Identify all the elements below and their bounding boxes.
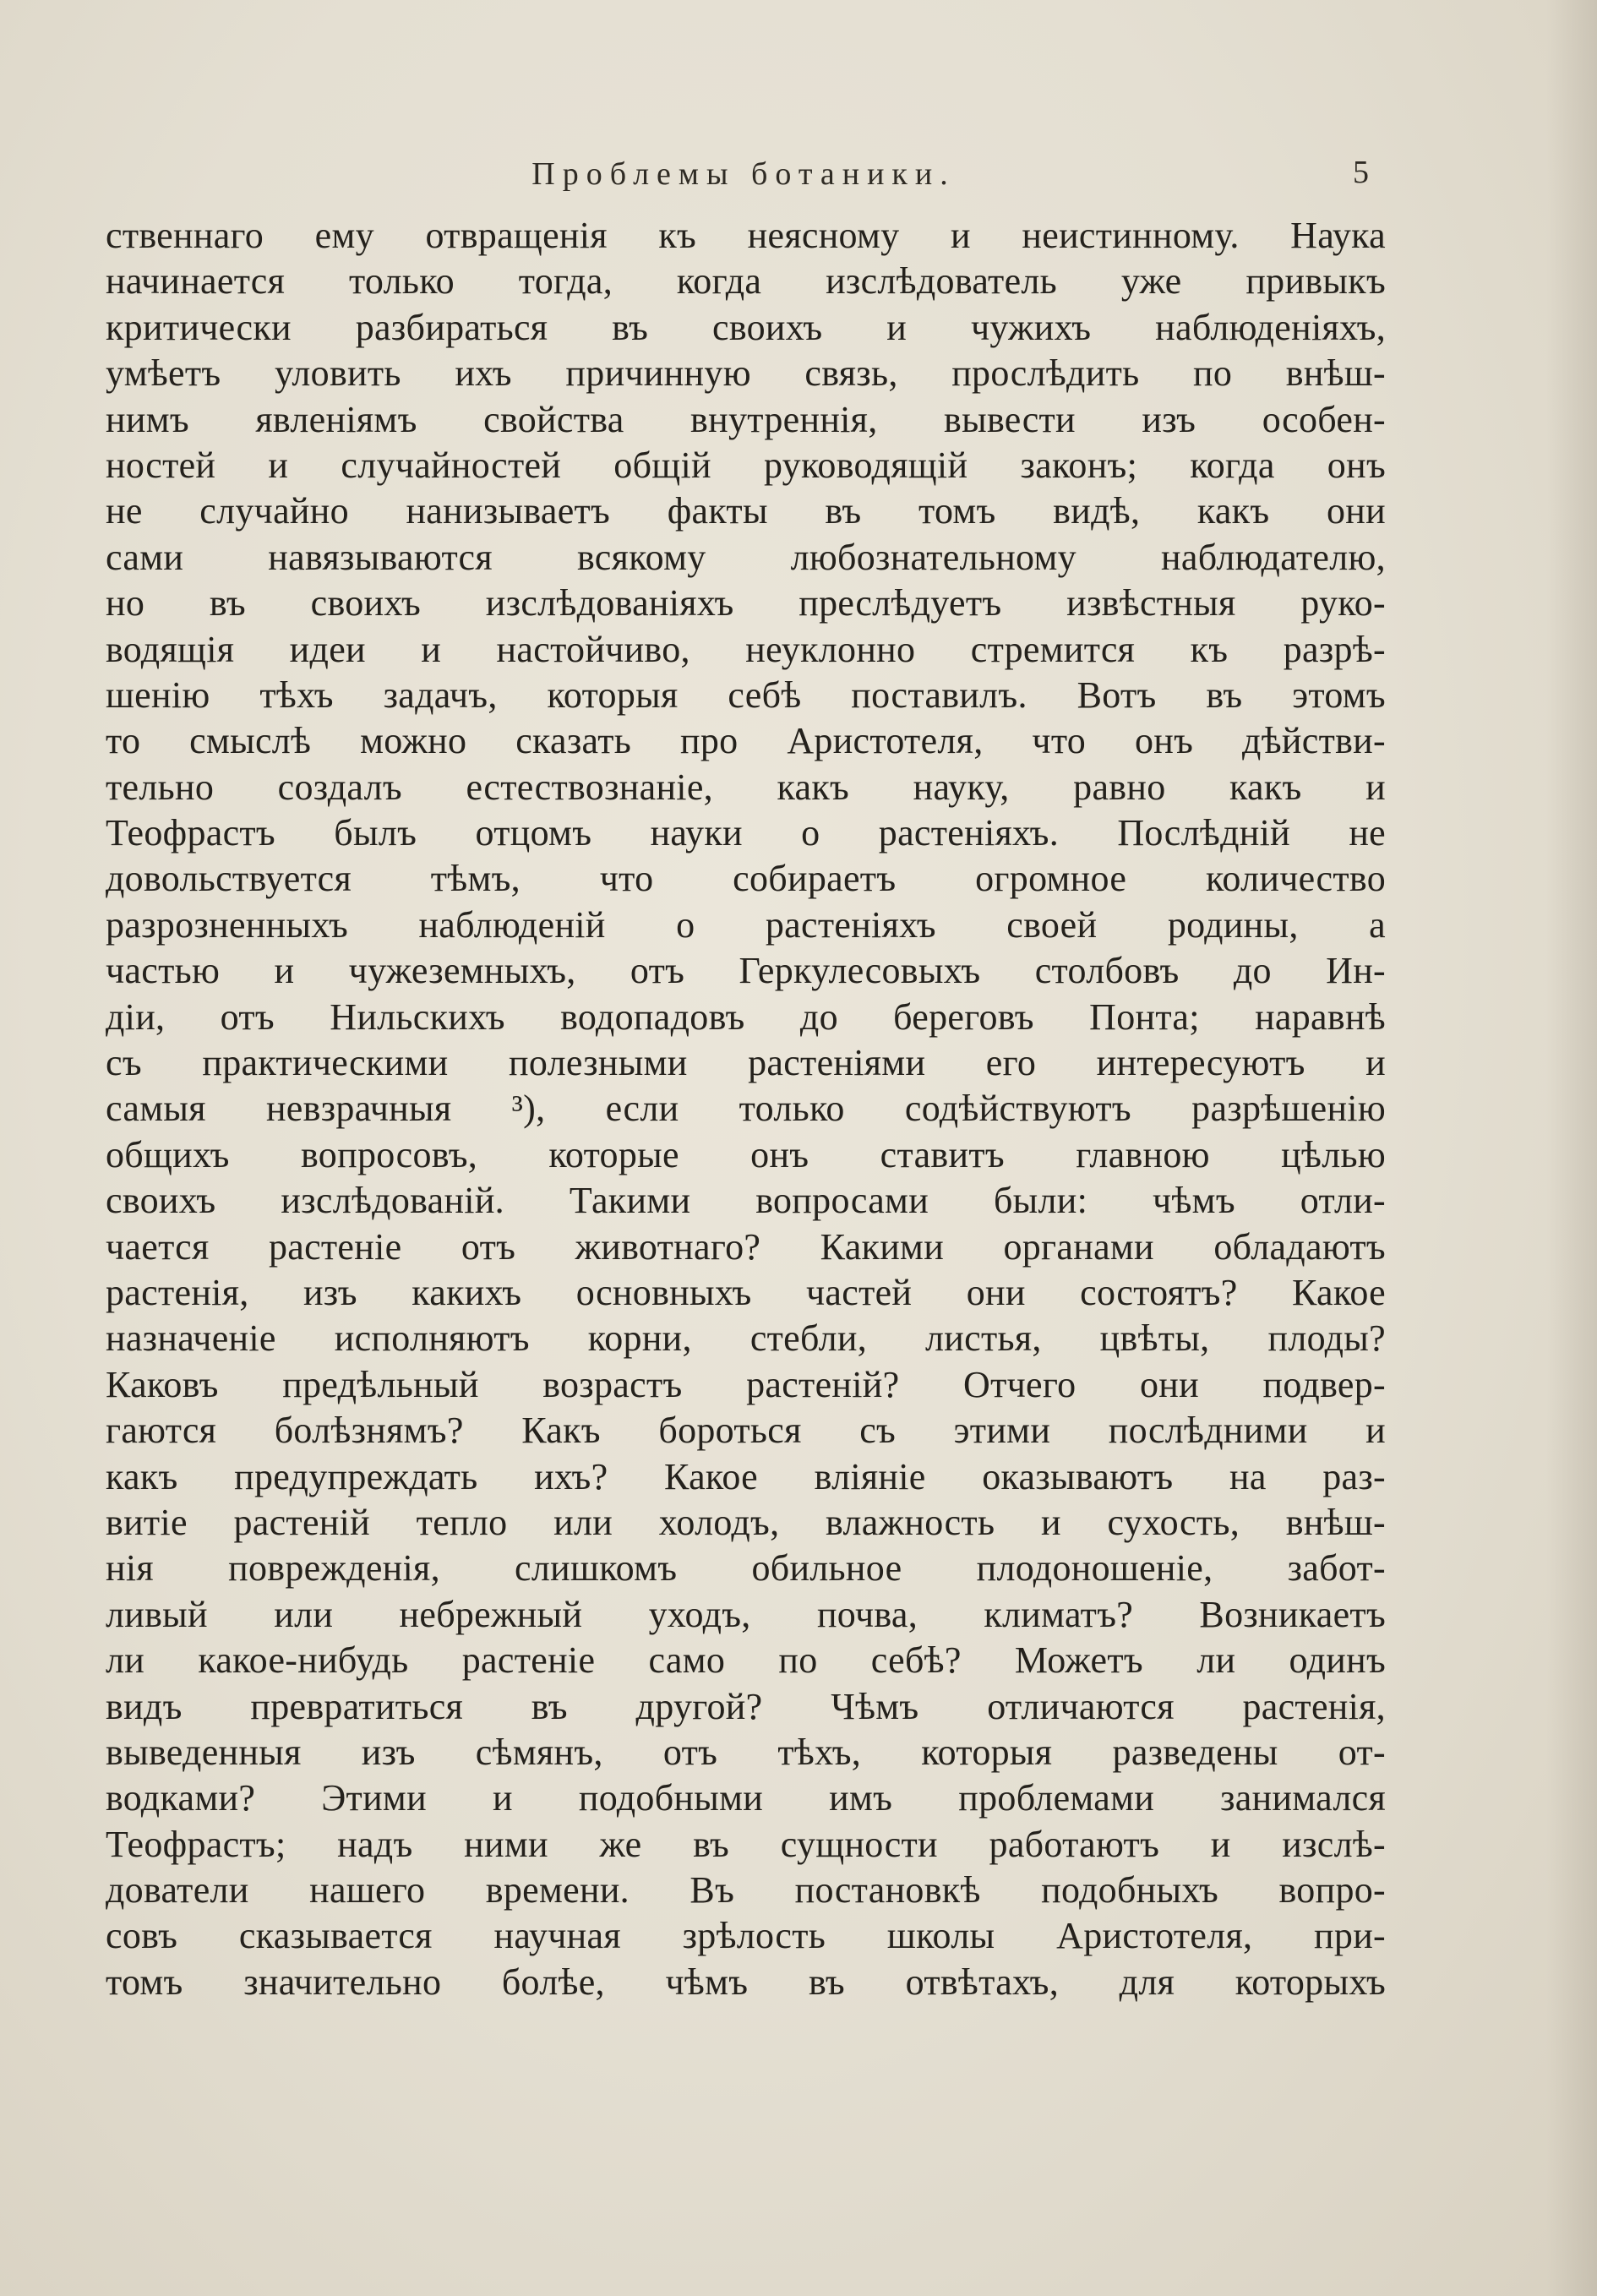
text-line: витіе растеній тепло или холодъ, влажность и сухость, внѣш- xyxy=(106,1501,1386,1543)
text-line: общихъ вопросовъ, которые онъ ставитъ главною цѣлью xyxy=(106,1133,1386,1175)
text-line: шенію тѣхъ задачъ, которыя себѣ поставилъ. Вотъ въ этомъ xyxy=(106,674,1386,716)
page-header xyxy=(101,149,1386,199)
text-line: критически разбираться въ своихъ и чужихъ наблюденіяхъ, xyxy=(106,306,1386,348)
text-line: водящія идеи и настойчиво, неуклонно стремится къ разрѣ- xyxy=(106,628,1386,670)
text-line: довольствуется тѣмъ, что собираетъ огромное количество xyxy=(106,858,1386,900)
text-line: нія поврежденія, слишкомъ обильное плодоношеніе, забот- xyxy=(106,1547,1386,1590)
text-line: видъ превратиться въ другой? Чѣмъ отличаются растенія, xyxy=(106,1685,1386,1727)
text-line: назначеніе исполняютъ корни, стебли, листья, цвѣты, плоды? xyxy=(106,1317,1386,1360)
text-line: своихъ изслѣдованій. Такими вопросами были: чѣмъ отли- xyxy=(106,1180,1386,1222)
text-line: Теофрастъ былъ отцомъ науки о растеніяхъ. Послѣдній не xyxy=(106,812,1386,854)
text-line: нимъ явленіямъ свойства внутреннія, вывести изъ особен- xyxy=(106,398,1386,440)
running-title: Проблемы ботаники. xyxy=(531,156,956,192)
text-line: совъ сказывается научная зрѣлость школы Аристотеля, при- xyxy=(106,1915,1386,1957)
text-line: частью и чужеземныхъ, отъ Геркулесовыхъ столбовъ до Ин- xyxy=(106,950,1386,992)
text-line: ли какое-нибудь растеніе само по себѣ? Можетъ ли одинъ xyxy=(106,1639,1386,1682)
text-line: ливый или небрежный уходъ, почва, климатъ? Возникаетъ xyxy=(106,1593,1386,1635)
body-text xyxy=(106,213,1386,2005)
text-line: гаются болѣзнямъ? Какъ бороться съ этими послѣдними и xyxy=(106,1410,1386,1452)
text-line: разрозненныхъ наблюденій о растеніяхъ своей родины, а xyxy=(106,903,1386,946)
text-line: дователи нашего времени. Въ постановкѣ подобныхъ вопро- xyxy=(106,1869,1386,1912)
text-line: самыя невзрачныя ³), если только содѣйствуютъ разрѣшенію xyxy=(106,1088,1386,1130)
text-line: ностей и случайностей общій руководящій законъ; когда онъ xyxy=(106,444,1386,486)
text-line: чается растеніе отъ животнаго? Какими органами обладаютъ xyxy=(106,1225,1386,1268)
text-line: діи, отъ Нильскихъ водопадовъ до береговъ Понта; наравнѣ xyxy=(106,995,1386,1038)
text-line: Каковъ предѣльный возрастъ растеній? Отчего они подвер- xyxy=(106,1363,1386,1405)
text-line: Теофрастъ; надъ ними же въ сущности работаютъ и изслѣ- xyxy=(106,1823,1386,1865)
page-edge-shadow xyxy=(1546,0,1597,2296)
text-line: умѣетъ уловить ихъ причинную связь, прослѣдить по внѣш- xyxy=(106,352,1386,395)
text-line: то смыслѣ можно сказать про Аристотеля, что онъ дѣйстви- xyxy=(106,720,1386,762)
text-line: томъ значительно болѣе, чѣмъ въ отвѣтахъ, для которыхъ xyxy=(106,1961,1386,2003)
page-number: 5 xyxy=(1353,155,1369,190)
text-line: начинается только тогда, когда изслѣдователь уже привыкъ xyxy=(106,260,1386,303)
text-line: водками? Этими и подобными имъ проблемами занимался xyxy=(106,1777,1386,1819)
text-line: ственнаго ему отвращенія къ неясному и неистинному. Наука xyxy=(106,215,1386,256)
text-line: выведенныя изъ сѣмянъ, отъ тѣхъ, которыя разведены от- xyxy=(106,1731,1386,1773)
text-line: не случайно нанизываетъ факты въ томъ видѣ, какъ они xyxy=(106,490,1386,532)
text-line: но въ своихъ изслѣдованіяхъ преслѣдуетъ извѣстныя руко- xyxy=(106,582,1386,624)
text-line: съ практическими полезными растеніями его интересуютъ и xyxy=(106,1042,1386,1084)
text-line: растенія, изъ какихъ основныхъ частей они состоятъ? Какое xyxy=(106,1271,1386,1313)
text-line: тельно создалъ естествознаніе, какъ науку, равно какъ и xyxy=(106,766,1386,808)
text-line: какъ предупреждать ихъ? Какое вліяніе оказываютъ на раз- xyxy=(106,1455,1386,1497)
text-line: сами навязываются всякому любознательному наблюдателю, xyxy=(106,536,1386,578)
